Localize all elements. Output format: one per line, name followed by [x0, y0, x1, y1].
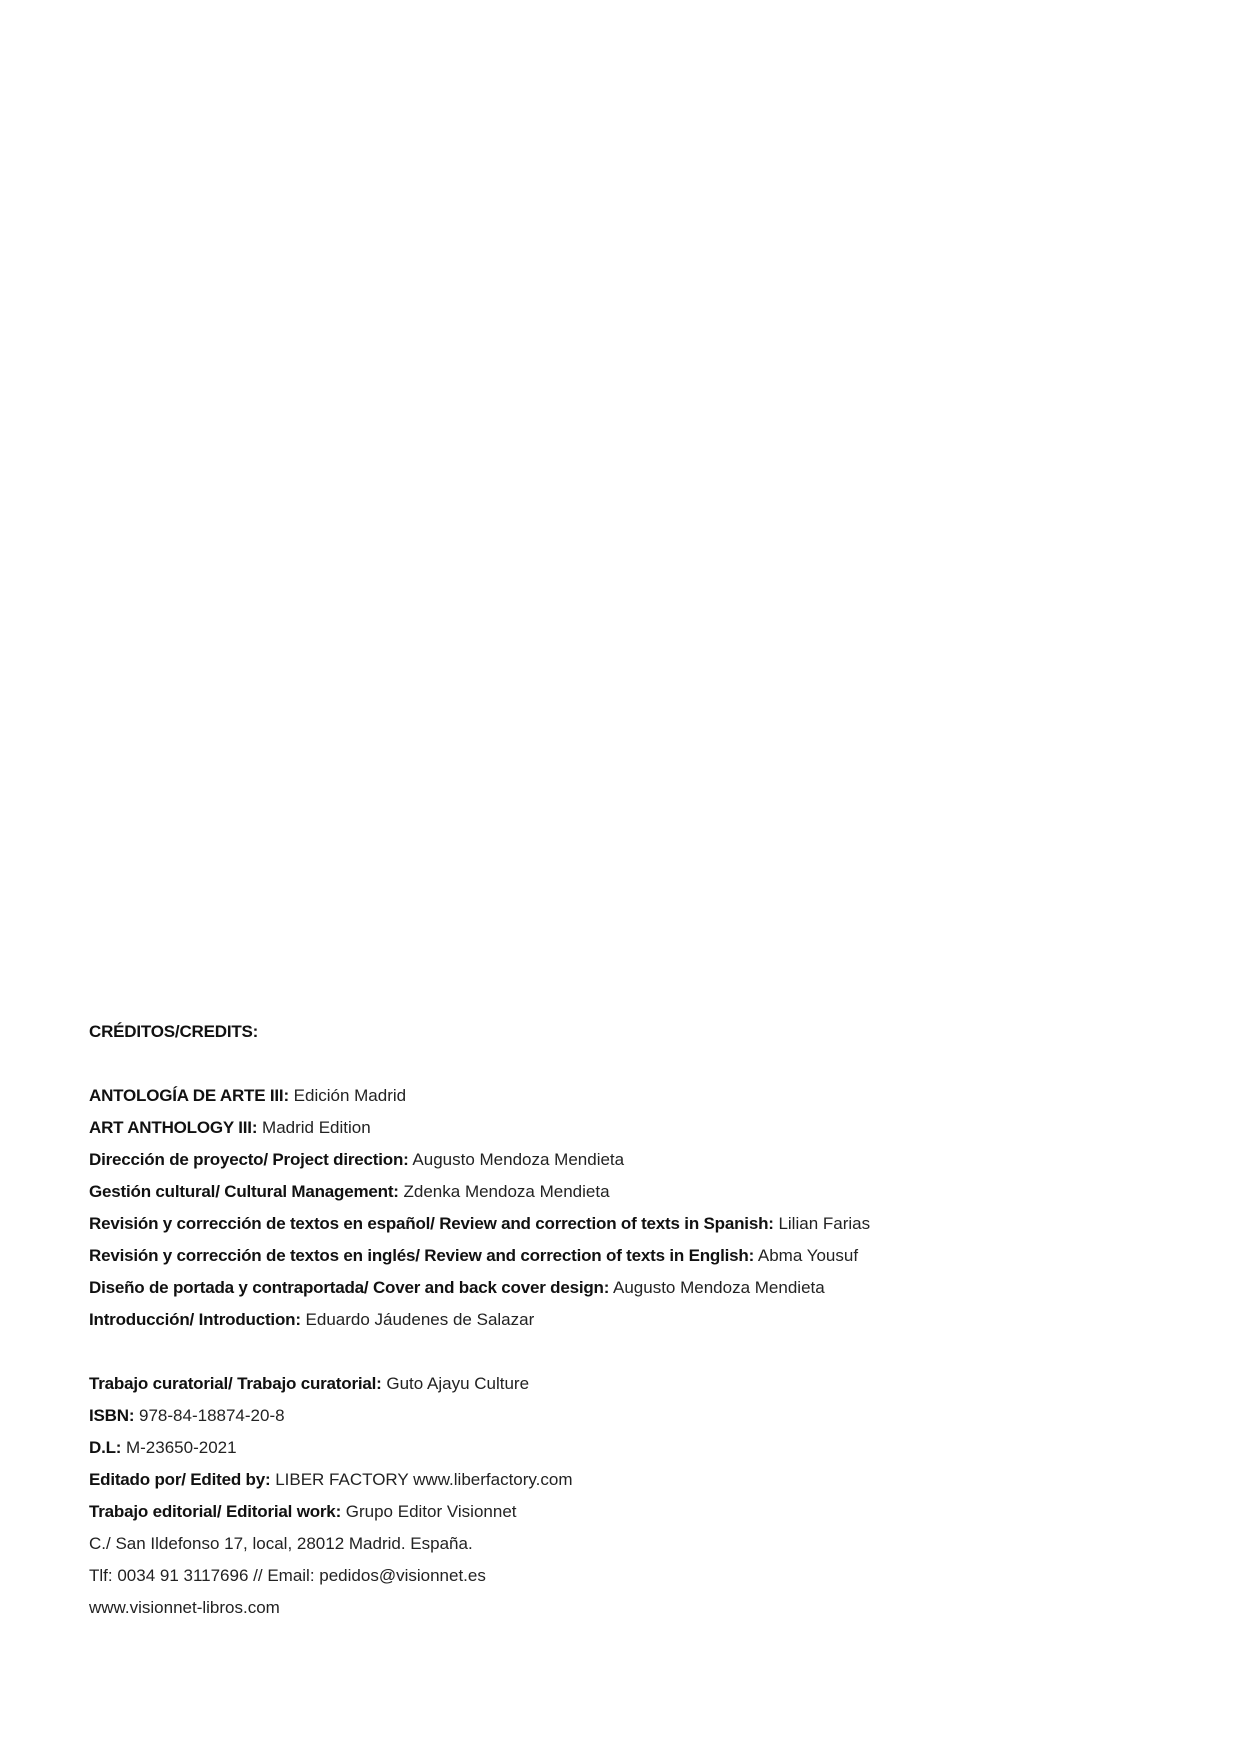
credits-section [89, 1016, 1189, 1624]
credit-value: Eduardo Jáudenes de Salazar [305, 1310, 535, 1329]
credit-label: Trabajo curatorial/ Trabajo curatorial: [89, 1374, 382, 1393]
credit-line-review-english [89, 1240, 1189, 1272]
publisher-address [89, 1528, 1189, 1560]
credit-label: Dirección de proyecto/ Project direction: [89, 1150, 409, 1169]
credit-label: Revisión y corrección de textos en español/ Review and correction of texts in Spanish: [89, 1214, 774, 1233]
credit-label: Introducción/ Introduction: [89, 1310, 301, 1329]
address-text: C./ San Ildefonso 17, local, 28012 Madrid. España. [89, 1534, 473, 1553]
credit-line-project-direction [89, 1144, 1189, 1176]
credit-label: Gestión cultural/ Cultural Management: [89, 1182, 399, 1201]
credit-line-review-spanish [89, 1208, 1189, 1240]
credit-label: ANTOLOGÍA DE ARTE III: [89, 1086, 289, 1105]
credit-line-edited-by [89, 1464, 1189, 1496]
credit-label: ART ANTHOLOGY III: [89, 1118, 258, 1137]
credit-value: M-23650-2021 [125, 1438, 237, 1457]
credit-label: Revisión y corrección de textos en inglés/ Review and correction of texts in English: [89, 1246, 755, 1265]
credit-value: 978-84-18874-20-8 [139, 1406, 285, 1425]
credit-value: Augusto Mendoza Mendieta [412, 1150, 625, 1169]
credit-value: Zdenka Mendoza Mendieta [403, 1182, 610, 1201]
credit-value: LIBER FACTORY www.liberfactory.com [275, 1470, 573, 1489]
credits-heading: CRÉDITOS/CREDITS: [89, 1022, 259, 1041]
credit-value: Lilian Farias [778, 1214, 871, 1233]
credit-value: Augusto Mendoza Mendieta [613, 1278, 825, 1297]
credit-value: Madrid Edition [262, 1118, 371, 1137]
credit-value: Abma Yousuf [757, 1246, 859, 1265]
credit-line-curatorial [89, 1368, 1189, 1400]
credit-label: D.L: [89, 1438, 122, 1457]
website-text: www.visionnet-libros.com [89, 1598, 280, 1617]
publisher-website [89, 1592, 1189, 1624]
credit-label: Diseño de portada y contraportada/ Cover and back cover design: [89, 1278, 610, 1297]
credit-line-introduction [89, 1304, 1189, 1336]
credit-line-cultural-management [89, 1176, 1189, 1208]
publisher-contact [89, 1560, 1189, 1592]
contact-text: Tlf: 0034 91 3117696 // Email: pedidos@visionnet.es [89, 1566, 486, 1585]
credit-line-editorial-work [89, 1496, 1189, 1528]
credit-line-legal-deposit [89, 1432, 1189, 1464]
credit-line-cover-design [89, 1272, 1189, 1304]
credit-line-anthology-en [89, 1112, 1189, 1144]
credit-value: Edición Madrid [293, 1086, 407, 1105]
credit-line-anthology-es [89, 1080, 1189, 1112]
spacer [89, 1336, 1189, 1368]
credit-label: Trabajo editorial/ Editorial work: [89, 1502, 342, 1521]
credit-label: Editado por/ Edited by: [89, 1470, 271, 1489]
credit-value: Grupo Editor Visionnet [345, 1502, 517, 1521]
credit-value: Guto Ajayu Culture [386, 1374, 530, 1393]
credit-line-isbn [89, 1400, 1189, 1432]
credit-label: ISBN: [89, 1406, 135, 1425]
